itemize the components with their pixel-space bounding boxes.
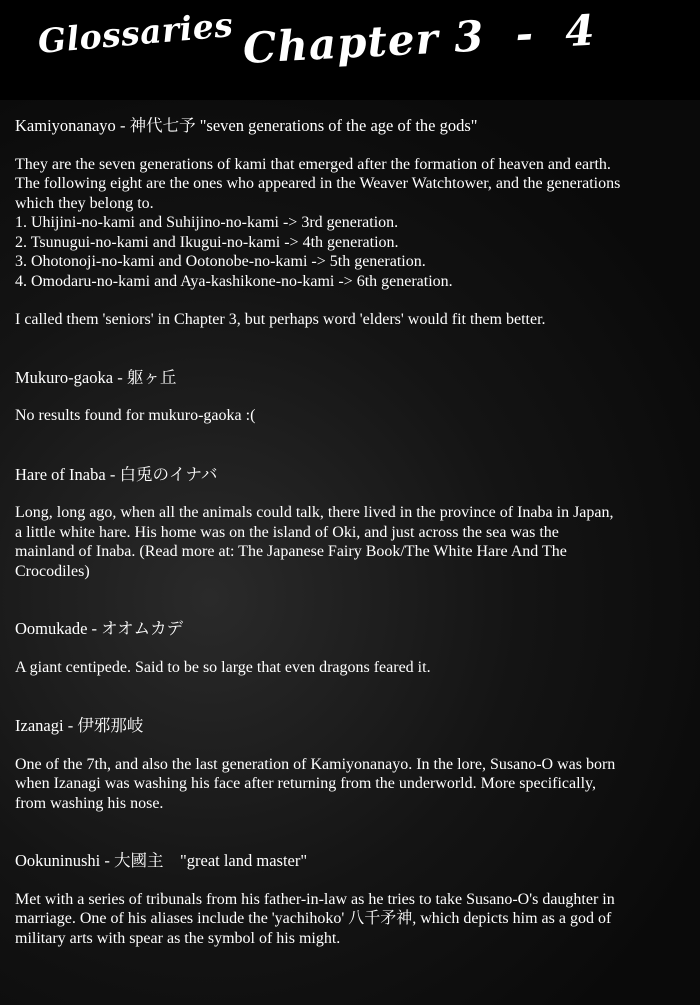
description-line: when Izanagi was washing his face after returning from the underworld. More specifically, bbox=[15, 775, 596, 792]
glossary-term-line: Kamiyonanayo - 神代七予 "seven generations of the age of the gods" bbox=[15, 116, 478, 135]
term-meaning: "great land master" bbox=[180, 851, 308, 870]
description-line: I called them 'seniors' in Chapter 3, but perhaps word 'elders' would fit them better. bbox=[15, 311, 546, 328]
description-line: No results found for mukuro-gaoka :( bbox=[15, 407, 256, 424]
term-japanese: 神代七予 bbox=[129, 116, 196, 135]
glossary-entry bbox=[15, 619, 691, 677]
description-line: One of the 7th, and also the last generation of Kamiyonanayo. In the lore, Susano-O was born bbox=[15, 755, 616, 773]
term-japanese: 躯ヶ丘 bbox=[126, 367, 177, 387]
term-name: Hare of Inaba bbox=[15, 464, 106, 484]
term-description bbox=[15, 755, 691, 814]
description-line: from washing his nose. bbox=[15, 794, 164, 812]
description-line: 4. Omodaru-no-kami and Aya-kashikone-no-kami -> 6th generation. bbox=[15, 272, 453, 290]
term-name: Izanagi bbox=[15, 716, 64, 735]
title-banner bbox=[0, 0, 700, 100]
term-japanese: 伊邪那岐 bbox=[77, 716, 144, 735]
description-line: which they belong to. bbox=[15, 194, 154, 212]
description-line: Met with a series of tribunals from his father-in-law as he tries to take Susano-O's daughter in bbox=[15, 890, 615, 908]
term-japanese: 大國主 bbox=[114, 851, 164, 870]
term-description bbox=[15, 890, 691, 949]
glossary-entry bbox=[15, 851, 691, 948]
term-description bbox=[15, 406, 691, 426]
description-line: marriage. One of his aliases include the 'yachihoko' 八千矛神, which depicts him as a god of bbox=[15, 910, 612, 927]
glossary-term-line: Izanagi - 伊邪那岐 bbox=[15, 716, 144, 735]
term-name: Ookuninushi bbox=[15, 851, 101, 870]
glossary-term-line: Ookuninushi - 大國主 "great land master" bbox=[15, 851, 308, 870]
term-description bbox=[15, 658, 691, 678]
description-line: 2. Tsunugui-no-kami and Ikugui-no-kami -> 4th generation. bbox=[15, 233, 399, 251]
term-name: Mukuro-gaoka bbox=[15, 367, 114, 387]
description-line: They are the seven generations of kami that emerged after the formation of heaven and earth. bbox=[15, 155, 611, 173]
glossary-entry bbox=[15, 716, 691, 813]
glossaries-title: Glossaries bbox=[36, 5, 235, 61]
description-line: a little white hare. His home was on the island of Oki, and just across the sea was the bbox=[15, 523, 559, 541]
description-line: A giant centipede. Said to be so large that even dragons feared it. bbox=[15, 658, 431, 676]
description-line: The following eight are the ones who appeared in the Weaver Watchtower, and the generations bbox=[15, 175, 621, 192]
description-line: mainland of Inaba. (Read more at: The Japanese Fairy Book/The White Hare And The bbox=[15, 543, 567, 560]
glossary-term-line: Oomukade - オオムカデ bbox=[15, 619, 184, 638]
description-line: military arts with spear as the symbol of his might. bbox=[15, 929, 341, 947]
term-name: Oomukade bbox=[15, 619, 88, 638]
description-line: 3. Ohotonoji-no-kami and Ootonobe-no-kami -> 5th generation. bbox=[15, 253, 426, 270]
term-description bbox=[15, 155, 691, 292]
glossary-entry bbox=[15, 465, 691, 582]
glossary-term-line: Mukuro-gaoka - 躯ヶ丘 bbox=[15, 367, 177, 387]
term-japanese: オオムカデ bbox=[101, 619, 184, 638]
description-line: 1. Uhijini-no-kami and Suhijino-no-kami -> 3rd generation. bbox=[15, 214, 399, 231]
term-meaning: "seven generations of the age of the gods" bbox=[199, 116, 478, 135]
glossary-entry bbox=[15, 116, 691, 330]
description-line: Long, long ago, when all the animals could talk, there lived in the province of Inaba in Japan, bbox=[15, 504, 614, 521]
term-name: Kamiyonanayo bbox=[15, 116, 116, 135]
term-description bbox=[15, 503, 691, 581]
description-line: Crocodiles) bbox=[15, 562, 90, 580]
chapter-title: Chapter 3 - 4 bbox=[241, 5, 597, 73]
glossary-list bbox=[15, 116, 691, 948]
term-note bbox=[15, 310, 691, 330]
glossary-term-line: Hare of Inaba - 白兎のイナバ bbox=[15, 464, 218, 484]
term-japanese: 白兎のイナバ bbox=[119, 464, 218, 484]
glossary-entry bbox=[15, 368, 691, 426]
